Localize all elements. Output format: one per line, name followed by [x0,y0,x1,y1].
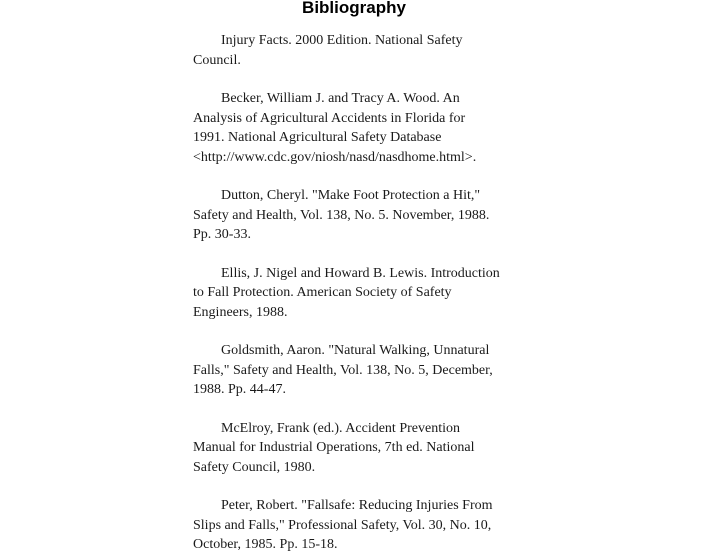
reference-line: Falls," Safety and Health, Vol. 138, No. 5, December, [193,362,493,378]
reference-line: Peter, Robert. "Fallsafe: Reducing Injuries From [221,498,493,513]
reference-line: 1991. National Agricultural Safety Database [193,130,442,145]
page-title: Bibliography [302,0,406,17]
reference-entry [193,31,533,70]
reference-entry [193,341,533,400]
reference-line: October, 1985. Pp. 15-18. [193,537,338,552]
reference-line: Pp. 30-33. [193,227,251,242]
reference-entry [193,186,533,245]
reference-line: Becker, William J. and Tracy A. Wood. An [221,91,460,106]
reference-line: Goldsmith, Aaron. "Natural Walking, Unnatural [221,343,490,358]
reference-line: Dutton, Cheryl. "Make Foot Protection a Hit," [221,188,481,203]
reference-entry [193,89,533,167]
reference-url: <http://www.cdc.gov/niosh/nasd/nasdhome.html>. [193,149,477,165]
reference-line: Engineers, 1988. [193,304,288,320]
reference-entry [193,264,533,323]
reference-line: Safety and Health, Vol. 138, No. 5. November, 1988. [193,207,490,223]
reference-entry [193,419,533,478]
reference-line: Ellis, J. Nigel and Howard B. Lewis. Introduction [221,265,500,281]
reference-entry [193,496,533,555]
reference-line: McElroy, Frank (ed.). Accident Prevention [221,420,460,436]
reference-line: Council. [193,52,241,68]
reference-line: Slips and Falls," Professional Safety, Vol. 30, No. 10, [193,517,492,533]
reference-line: Manual for Industrial Operations, 7th ed. National [193,440,475,455]
reference-line: 1988. Pp. 44-47. [193,382,286,397]
reference-line: Injury Facts. 2000 Edition. National Safety [221,33,463,48]
reference-list [193,31,533,552]
reference-line: to Fall Protection. American Society of Safety [193,285,452,300]
reference-line: Safety Council, 1980. [193,459,316,475]
reference-line: Analysis of Agricultural Accidents in Florida for [193,110,466,126]
